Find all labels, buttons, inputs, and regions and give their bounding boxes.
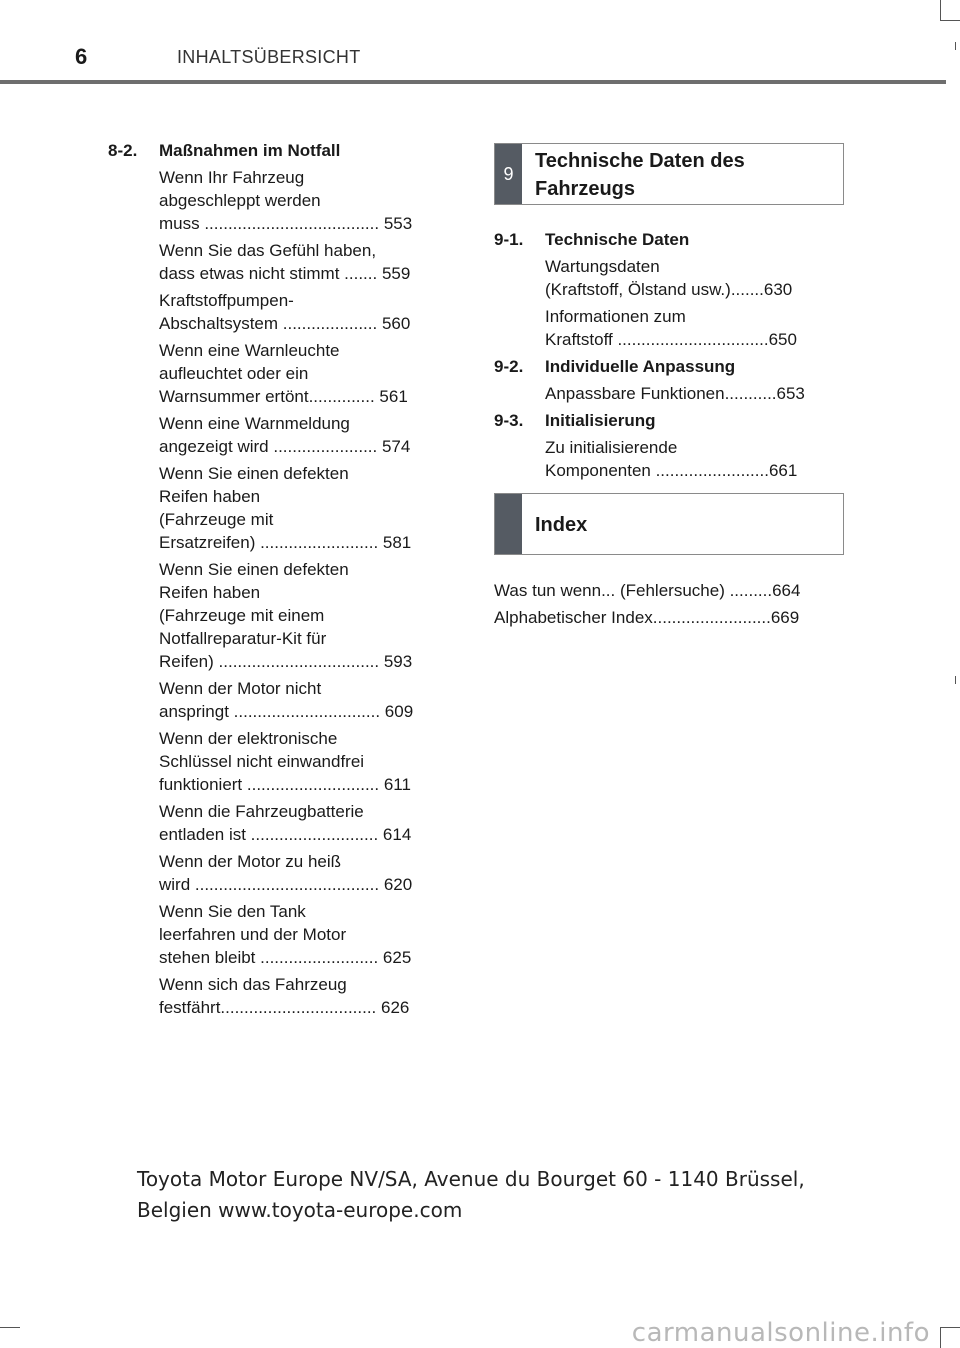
chapter-header [494,143,844,205]
toc-entry-line: stehen bleibt ......................... 625 [159,948,412,967]
watermark: carmanualsonline.info [631,1318,930,1348]
toc-entry-line: angezeigt wird ...................... 574 [159,437,411,456]
toc-entry-line: Wenn Sie das Gefühl haben, [159,241,377,260]
index-header [494,493,844,555]
header-divider [0,80,946,84]
toc-entry-line: muss ..................................... 553 [159,214,413,233]
chapter-section-list [494,228,846,482]
toc-entry-line: Warnsummer ertönt.............. 561 [159,387,408,406]
toc-entry[interactable] [159,166,448,235]
toc-entry-line: funktioniert ............................ 611 [159,775,411,794]
toc-entry-line: Reifen) .................................. 593 [159,652,413,671]
index-entry[interactable]: Was tun wenn... (Fehlersuche) .........664 [494,581,801,600]
section-number: 8-2. [108,141,138,160]
publisher-footer [137,1164,837,1226]
toc-entry-line: Wenn Sie den Tank [159,902,306,921]
section-title: Individuelle Anpassung [545,357,736,376]
toc-entry-line: abgeschleppt werden [159,191,321,210]
chapter-tab [495,494,522,554]
toc-entry[interactable] [159,462,448,554]
toc-entry-line: Reifen haben [159,583,261,602]
toc-entry[interactable] [545,436,846,482]
toc-entry[interactable] [159,412,448,458]
toc-entry-line: Wenn eine Warnmeldung [159,414,350,433]
toc-entry[interactable] [159,339,448,408]
index-entry-list [494,579,846,629]
toc-entry[interactable] [159,973,448,1019]
toc-entry[interactable] [159,727,448,796]
left-column [108,139,448,1023]
toc-entry-line: Komponenten ........................661 [545,461,798,480]
crop-mark [940,20,960,21]
toc-entry[interactable] [159,289,448,335]
section-heading [494,355,846,378]
toc-entry[interactable] [545,382,846,405]
chapter-title [522,145,745,203]
section-heading [494,409,846,432]
toc-entry-line: Wenn Sie einen defekten [159,560,349,579]
toc-entry[interactable] [159,900,448,969]
toc-entry-line: Zu initialisierende [545,438,678,457]
page-number: 6 [75,44,88,69]
toc-entry-line: anspringt ............................... 609 [159,702,414,721]
toc-entry[interactable] [159,677,448,723]
crop-mark [955,676,956,684]
section-heading [494,228,846,251]
toc-entry-line: Kraftstoff ................................650 [545,330,797,349]
toc-entry-line: Notfallreparatur-Kit für [159,629,327,648]
toc-entry-line: Wenn die Fahrzeugbatterie [159,802,364,821]
chapter-title-line: Technische Daten des [535,150,745,172]
section-title: Technische Daten [545,230,690,249]
crop-mark [940,1328,941,1348]
toc-entry[interactable] [159,850,448,896]
right-column [494,143,846,633]
toc-entry-list [108,166,448,1019]
toc-entry-line: Abschaltsystem .................... 560 [159,314,411,333]
toc-entry-line: (Kraftstoff, Ölstand usw.).......630 [545,280,793,299]
section-heading [108,139,448,162]
toc-entry-line: leerfahren und der Motor [159,925,347,944]
index-title: Index [535,514,588,536]
toc-entry-line: festfährt................................. 626 [159,998,410,1017]
toc-entry-line: Wenn der Motor zu heiß [159,852,342,871]
toc-entry-line: Wenn sich das Fahrzeug [159,975,347,994]
toc-entry[interactable] [159,239,448,285]
toc-entry[interactable] [545,255,846,301]
chapter-tab: 9 [495,144,522,204]
section-number: 9-1. [494,230,524,249]
crop-mark [940,0,941,20]
toc-entry-line: wird ....................................... 620 [159,875,413,894]
toc-entry-line: Informationen zum [545,307,686,326]
toc-entry-line: aufleuchtet oder ein [159,364,309,383]
footer-line: Belgien www.toyota-europe.com [137,1198,463,1222]
toc-entry-line: Wenn eine Warnleuchte [159,341,340,360]
toc-entry-line: Anpassbare Funktionen...........653 [545,384,805,403]
toc-entry[interactable] [545,305,846,351]
toc-entry-line: entladen ist ........................... 614 [159,825,412,844]
page-title: INHALTSÜBERSICHT [177,47,361,67]
section-number: 9-2. [494,357,524,376]
toc-entry-line: Reifen haben [159,487,261,506]
section-title: Maßnahmen im Notfall [159,141,341,160]
toc-entry[interactable] [159,800,448,846]
toc-entry-line: dass etwas nicht stimmt ....... 559 [159,264,411,283]
crop-mark [940,1327,960,1328]
toc-entry-line: Wenn Ihr Fahrzeug [159,168,305,187]
toc-entry-line: Wartungsdaten [545,257,660,276]
section-number: 9-3. [494,411,524,430]
toc-entry-line: Wenn der Motor nicht [159,679,322,698]
toc-entry-line: Wenn der elektronische [159,729,338,748]
toc-entry[interactable] [159,558,448,673]
section-title: Initialisierung [545,411,656,430]
toc-entry-line: Ersatzreifen) ......................... 581 [159,533,412,552]
crop-mark [0,1327,20,1328]
crop-mark [955,42,956,50]
toc-entry-line: Schlüssel nicht einwandfrei [159,752,365,771]
toc-entry-line: Kraftstoffpumpen- [159,291,294,310]
footer-line: Toyota Motor Europe NV/SA, Avenue du Bourget 60 - 1140 Brüssel, [137,1167,805,1191]
toc-entry-line: (Fahrzeuge mit einem [159,606,325,625]
chapter-title-line: Fahrzeugs [535,178,636,200]
toc-entry-line: (Fahrzeuge mit [159,510,274,529]
toc-entry-line: Wenn Sie einen defekten [159,464,349,483]
index-entry[interactable]: Alphabetischer Index.........................669 [494,608,800,627]
